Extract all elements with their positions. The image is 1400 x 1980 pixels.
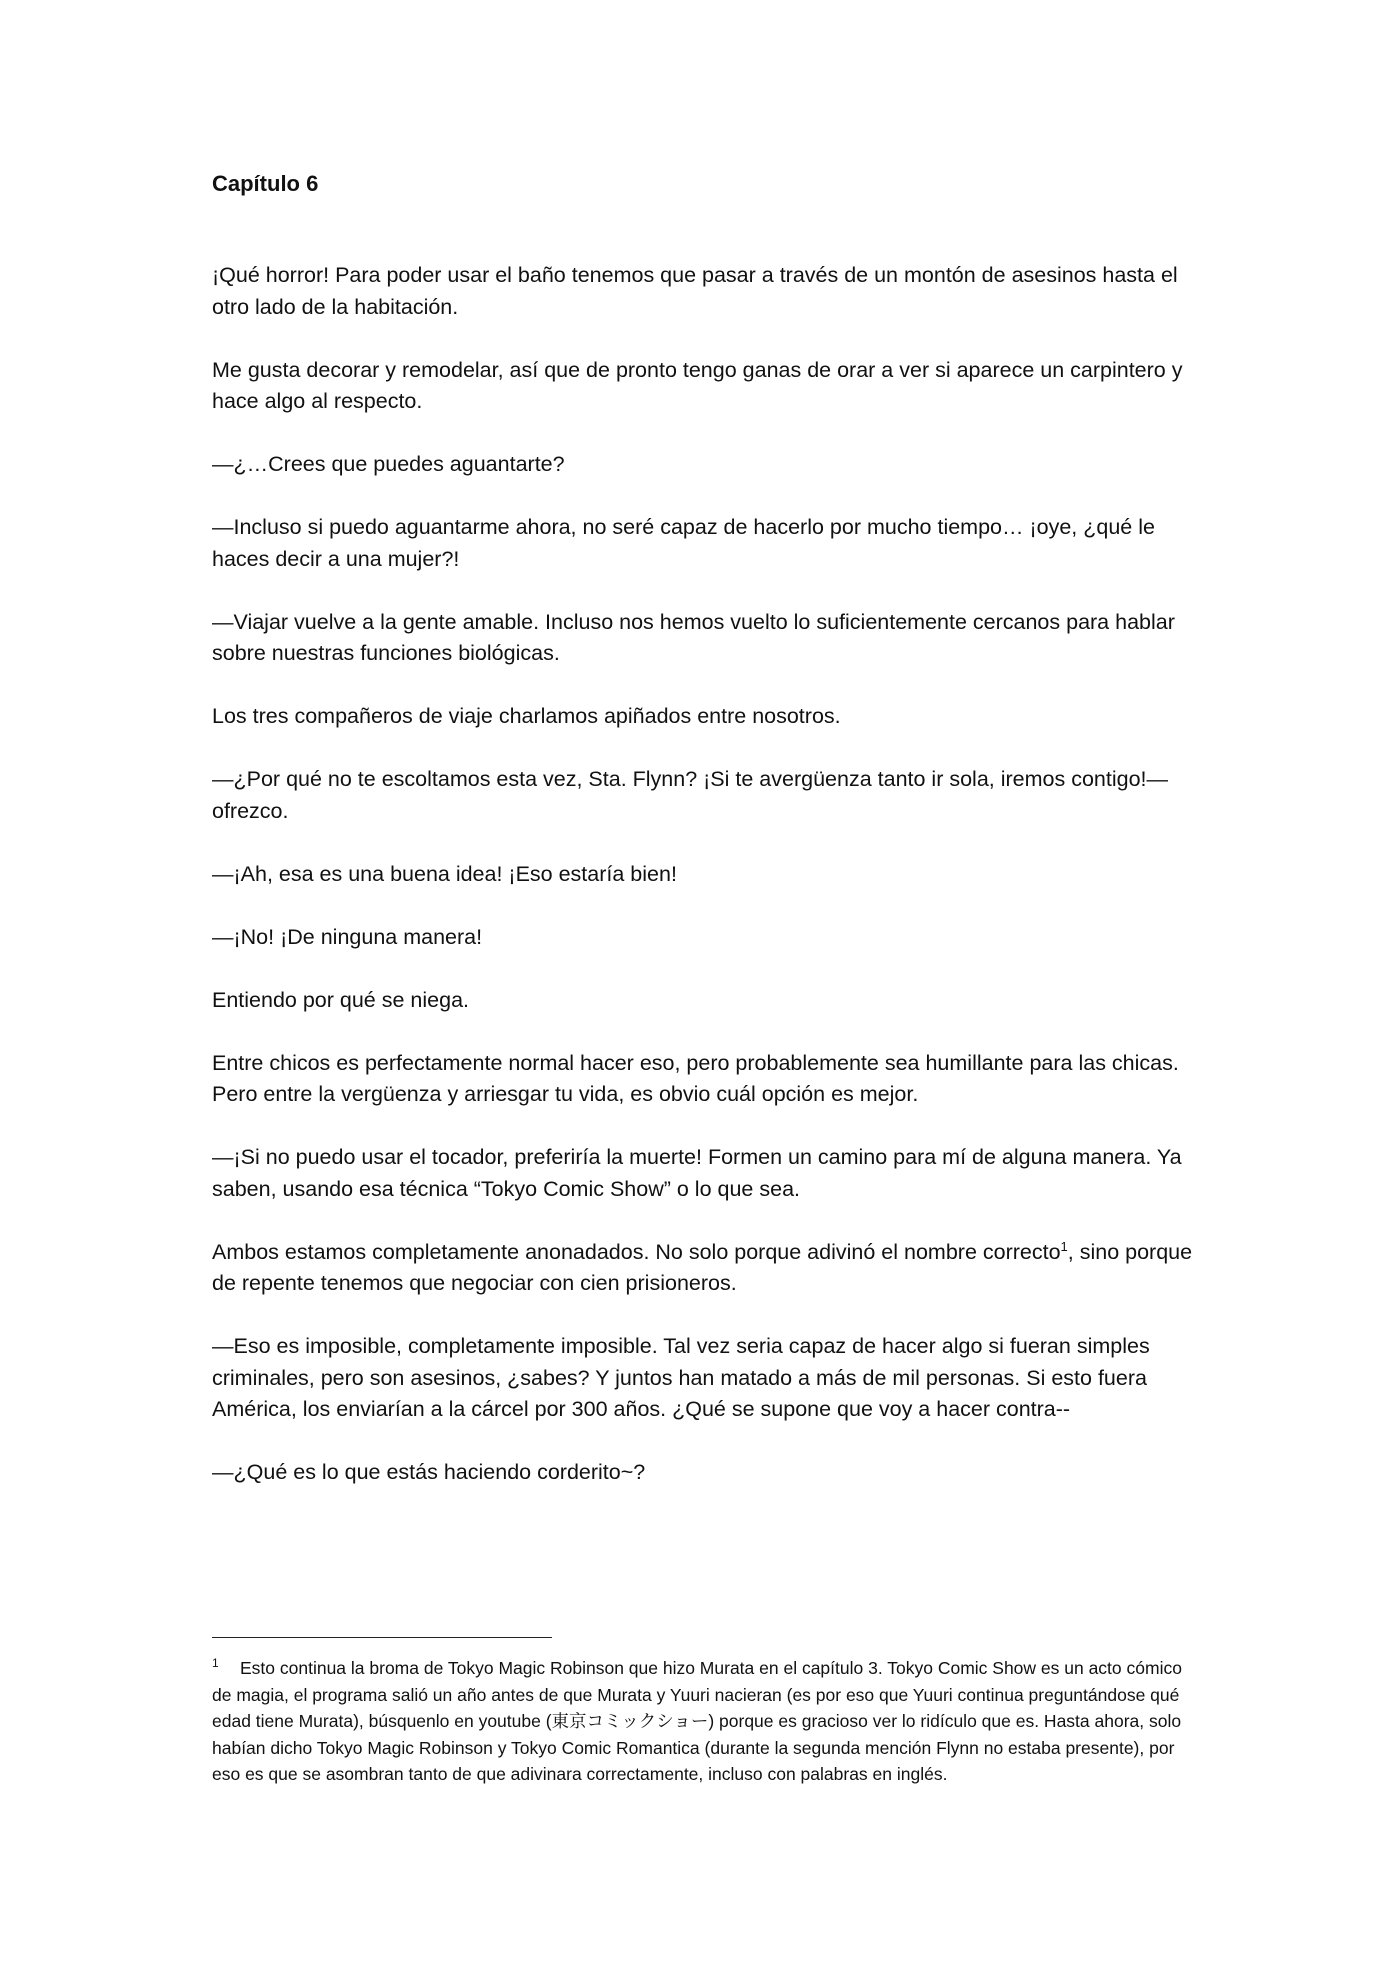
paragraph: —Viajar vuelve a la gente amable. Incluso nos hemos vuelto lo suficientemente cercanos para hablar sobre nuestras funciones biológicas. bbox=[212, 609, 1175, 665]
footnote-text: Esto continua la broma de Tokyo Magic Robinson que hizo Murata en el capítulo 3. Tokyo Comic Show es un acto cómico de magia, el programa salió un año antes de que Murata y Yuuri nacieran (es por eso que Yuuri continua preguntándose qué edad tiene Murata), búsquenlo en youtube (東京コミックショー) porque es gracioso ver lo ridículo que es. Hasta ahora, solo habían dicho Tokyo Magic Robinson y Tokyo Comic Romantica (durante la segunda mención Flynn no estaba presente), por eso es que se asombran tanto de que adivinara correctamente, incluso con palabras en inglés. bbox=[212, 1658, 1182, 1784]
chapter-title: Capítulo 6 bbox=[212, 171, 319, 196]
document-page bbox=[212, 168, 1202, 1520]
paragraph: —¿Por qué no te escoltamos esta vez, Sta. Flynn? ¡Si te avergüenza tanto ir sola, iremos contigo!—ofrezco. bbox=[212, 767, 1169, 823]
paragraph-text-continued: , sino porque de repente tenemos que negociar con cien prisioneros. bbox=[212, 1239, 1193, 1295]
footnote-separator bbox=[212, 1637, 552, 1638]
paragraph: —¿…Crees que puedes aguantarte? bbox=[212, 452, 565, 476]
paragraph: —Eso es imposible, completamente imposible. Tal vez seria capaz de hacer algo si fueran simples criminales, pero son asesinos, ¿sabes? Y juntos han matado a más de mil personas. Si esto fuera América, los enviarían a la cárcel por 300 años. ¿Qué se supone que voy a hacer contra-- bbox=[212, 1334, 1150, 1421]
paragraph-text: Ambos estamos completamente anonadados. No solo porque adivinó el nombre correcto bbox=[212, 1239, 1061, 1264]
paragraph: Entiendo por qué se niega. bbox=[212, 987, 470, 1012]
paragraph: Me gusta decorar y remodelar, así que de pronto tengo ganas de orar a ver si aparece un carpintero y hace algo al respecto. bbox=[212, 357, 1183, 413]
paragraph: —¡Si no puedo usar el tocador, preferiría la muerte! Formen un camino para mí de alguna manera. Ya saben, usando esa técnica “Tokyo Comic Show” o lo que sea. bbox=[212, 1145, 1182, 1201]
paragraph: —Incluso si puedo aguantarme ahora, no seré capaz de hacerlo por mucho tiempo… ¡oye, ¿qué le haces decir a una mujer?! bbox=[212, 515, 1155, 571]
paragraph-with-footnote-ref bbox=[212, 1237, 1202, 1300]
paragraph: ¡Qué horror! Para poder usar el baño tenemos que pasar a través de un montón de asesinos hasta el otro lado de la habitación. bbox=[212, 263, 1178, 319]
footnote-reference[interactable]: 1 bbox=[1060, 1238, 1068, 1254]
paragraph: —¡No! ¡De ninguna manera! bbox=[212, 924, 483, 949]
paragraph: Entre chicos es perfectamente normal hacer eso, pero probablemente sea humillante para las chicas. Pero entre la vergüenza y arriesgar tu vida, es obvio cuál opción es mejor. bbox=[212, 1050, 1179, 1106]
paragraph: Los tres compañeros de viaje charlamos apiñados entre nosotros. bbox=[212, 704, 841, 728]
paragraph: —¡Ah, esa es una buena idea! ¡Eso estaría bien! bbox=[212, 861, 677, 886]
footnote: 1 Esto continua la broma de Tokyo Magic Robinson que hizo Murata en el capítulo 3. Tokyo Comic Show es un acto cómico de magia, el programa salió un año antes de que Murata y Yuuri nacieran (es por eso que Yuuri continua preguntándose qué edad tiene Murata), búsquenlo en youtube (東京コミックショー) porque es gracioso ver lo ridículo que es. Hasta ahora, solo habían dicho Tokyo Magic Robinson y Tokyo Comic Romantica (durante la segunda mención Flynn no estaba presente), por eso es que se asombran tanto de que adivinara correctamente, incluso con palabras en inglés. bbox=[212, 1656, 1182, 1784]
paragraph: —¿Qué es lo que estás haciendo corderito~? bbox=[212, 1460, 646, 1484]
